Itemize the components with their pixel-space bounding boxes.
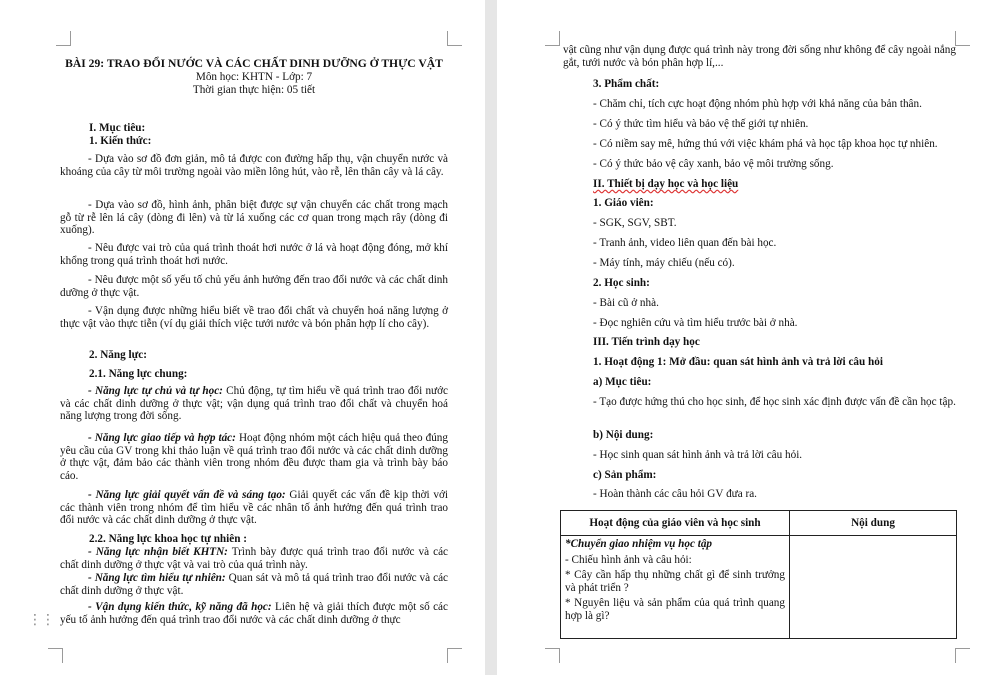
drag-handle-icon[interactable]: ⋮⋮ [28,612,54,628]
teacher-item: - SGK, SGV, SBT. [593,217,677,229]
competence-text: Hoạt động nhóm một cách hiệu quả theo đúng yêu cầu của GV trong khi thảo luận về quá trình trao đổi nước và các chất dinh dưỡng ở thực vật, đảm bảo các thành viên trong nhóm đều được tham gia và trình bày báo cáo. [60,432,448,482]
knowledge-item-5: - Vận dụng được những hiểu biết về trao đổi chất và chuyển hoá năng lượng ở thực vật vào thực tiễn (ví dụ giải thích việc tưới nước và bón phân hợp lí cho cây). [60,305,448,330]
general-competence-1 [60,385,448,423]
competence-text: Liên hệ và giải thích được một số các yếu tố ảnh hưởng đến quá trình trao đổi nước và các chất dinh dưỡng ở thực [60,601,448,626]
content-b-text: - Học sinh quan sát hình ảnh và trả lời câu hỏi. [593,449,803,461]
question-line: * Nguyên liệu và sản phẩm của quá trình quang hợp là gì? [565,597,785,622]
duration-line: Thời gian thực hiện: 05 tiết [192,84,316,96]
heading-knowledge: 1. Kiến thức: [89,135,152,147]
table-header-cell: Hoạt động của giáo viên và học sinh [561,511,790,536]
student-item: - Bài cũ ở nhà. [593,297,659,309]
teacher-item: - Tranh ảnh, video liên quan đến bài học. [593,237,777,249]
heading-student: 2. Học sinh: [593,277,650,289]
activity-table [560,510,957,639]
heading-teacher: 1. Giáo viên: [593,197,654,209]
knowledge-item-4: - Nêu được một số yếu tố chủ yếu ảnh hưởng đến trao đổi nước và các chất dinh dưỡng ở thực vật. [60,274,448,299]
objective-a-text: - Tạo được hứng thú cho học sinh, để học sinh xác định được vấn đề cần học tập. [593,396,956,408]
quality-item: - Chăm chỉ, tích cực hoạt động nhóm phù hợp với khả năng của bản thân. [593,98,922,110]
table-header-row [561,511,957,536]
crop-mark [545,648,560,663]
table-row [561,536,957,639]
knowledge-item-2: - Dựa vào sơ đồ, hình ảnh, phân biệt được sự vận chuyển các chất trong mạch gỗ từ rễ lên lá cây (dòng đi lên) và từ lá xuống các cơ quan trong mạch rây (dòng đi xuống). [60,199,448,237]
heading-product-c: c) Sản phẩm: [593,469,657,481]
product-c-text: - Hoàn thành các câu hỏi GV đưa ra. [593,488,757,500]
crop-mark [955,31,970,46]
teacher-item: - Máy tính, máy chiếu (nếu có). [593,257,735,269]
heading-content-b: b) Nội dung: [593,429,654,441]
task-line: - Chiếu hình ảnh và câu hỏi: [565,553,692,566]
question-line: * Cây cần hấp thụ những chất gì để sinh trưởng và phát triển ? [565,569,785,594]
heading-qualities: 3. Phẩm chất: [593,78,660,90]
science-competence-2 [60,572,448,597]
table-header-cell: Nội dung [790,511,957,536]
competence-label: - Vận dụng kiến thức, kỹ năng đã học: [88,601,272,613]
continued-paragraph: vật cũng như vận dụng được quá trình này trong đời sống như không để cây ngoài nắng gắt, tưới nước và bón phân hợp lí,... [563,44,956,69]
science-competence-1 [60,546,448,571]
heading-objectives: I. Mục tiêu: [89,122,146,134]
competence-text: Trình bày được quá trình trao đổi nước và các chất dinh dưỡng ở thực vật và vai trò của quá trình này. [60,546,448,571]
crop-mark [955,648,970,663]
competence-label: - Năng lực tự chủ và tự học: [88,385,223,397]
table-cell-activity [561,536,790,639]
crop-mark [447,31,462,46]
document-page-left [0,0,485,675]
heading-activity-1: 1. Hoạt động 1: Mở đầu: quan sát hình ảnh và trả lời câu hỏi [593,356,883,368]
heading-objective-a: a) Mục tiêu: [593,376,652,388]
crop-mark [447,648,462,663]
student-item: - Đọc nghiên cứu và tìm hiểu trước bài ở nhà. [593,317,798,329]
crop-mark [545,31,560,46]
document-page-right [497,0,983,675]
heading-competence: 2. Năng lực: [89,349,147,361]
general-competence-3 [60,489,448,527]
task-assignment-heading: *Chuyển giao nhiệm vụ học tập [565,538,713,550]
competence-label: - Năng lực tìm hiểu tự nhiên: [88,572,226,584]
lesson-title: BÀI 29: TRAO ĐỔI NƯỚC VÀ CÁC CHẤT DINH DƯỠNG Ở THỰC VẬT [65,57,443,70]
science-competence-3 [60,601,448,626]
knowledge-item-3: - Nêu được vai trò của quá trình thoát hơi nước ở lá và hoạt động đóng, mở khí khổng trong quá trình thoát hơi nước. [60,242,448,267]
heading-science-competence: 2.2. Năng lực khoa học tự nhiên : [89,533,247,545]
knowledge-item-1: - Dựa vào sơ đồ đơn giản, mô tả được con đường hấp thụ, vận chuyển nước và khoáng của cây từ môi trường ngoài vào miền lông hút, vào rễ, lên thân cây và lá cây. [60,153,448,178]
heading-general-competence: 2.1. Năng lực chung: [89,368,188,380]
competence-label: - Năng lực giải quyết vấn đề và sáng tạo: [88,489,286,501]
crop-mark [56,31,71,46]
competence-text: Quan sát và mô tả quá trình trao đổi nước và các chất dinh dưỡng ở thực vật. [60,572,449,597]
competence-label: - Năng lực nhận biết KHTN: [88,546,228,558]
competence-text: Giải quyết các vấn đề kịp thời với các thành viên trong nhóm để tìm hiểu về các nhân tố ảnh hưởng đến quá trình trao đổi nước và các chất dinh dưỡng ở thực vật. [60,489,448,527]
crop-mark [48,648,63,663]
competence-label: - Năng lực giao tiếp và hợp tác: [88,432,236,444]
quality-item: - Có ý thức tìm hiểu và bảo vệ thế giới tự nhiên. [593,118,809,130]
subject-line: Môn học: KHTN - Lớp: 7 [195,71,313,83]
heading-equipment: II. Thiết bị dạy học và học liệu [593,178,739,190]
quality-item: - Có ý thức bảo vệ cây xanh, bảo vệ môi trường sống. [593,158,834,170]
competence-text: Chủ động, tự tìm hiểu về quá trình trao đổi nước và các chất dinh dưỡng ở thực vật; vận dụng quá trình trao đổi chất và chuyển hoá năng lượng trong đời sống. [60,385,448,423]
heading-process: III. Tiến trình dạy học [593,336,700,348]
table-cell-content [790,536,957,639]
quality-item: - Có niềm say mê, hứng thú với việc khám phá và học tập khoa học tự nhiên. [593,138,938,150]
general-competence-2 [60,432,448,482]
